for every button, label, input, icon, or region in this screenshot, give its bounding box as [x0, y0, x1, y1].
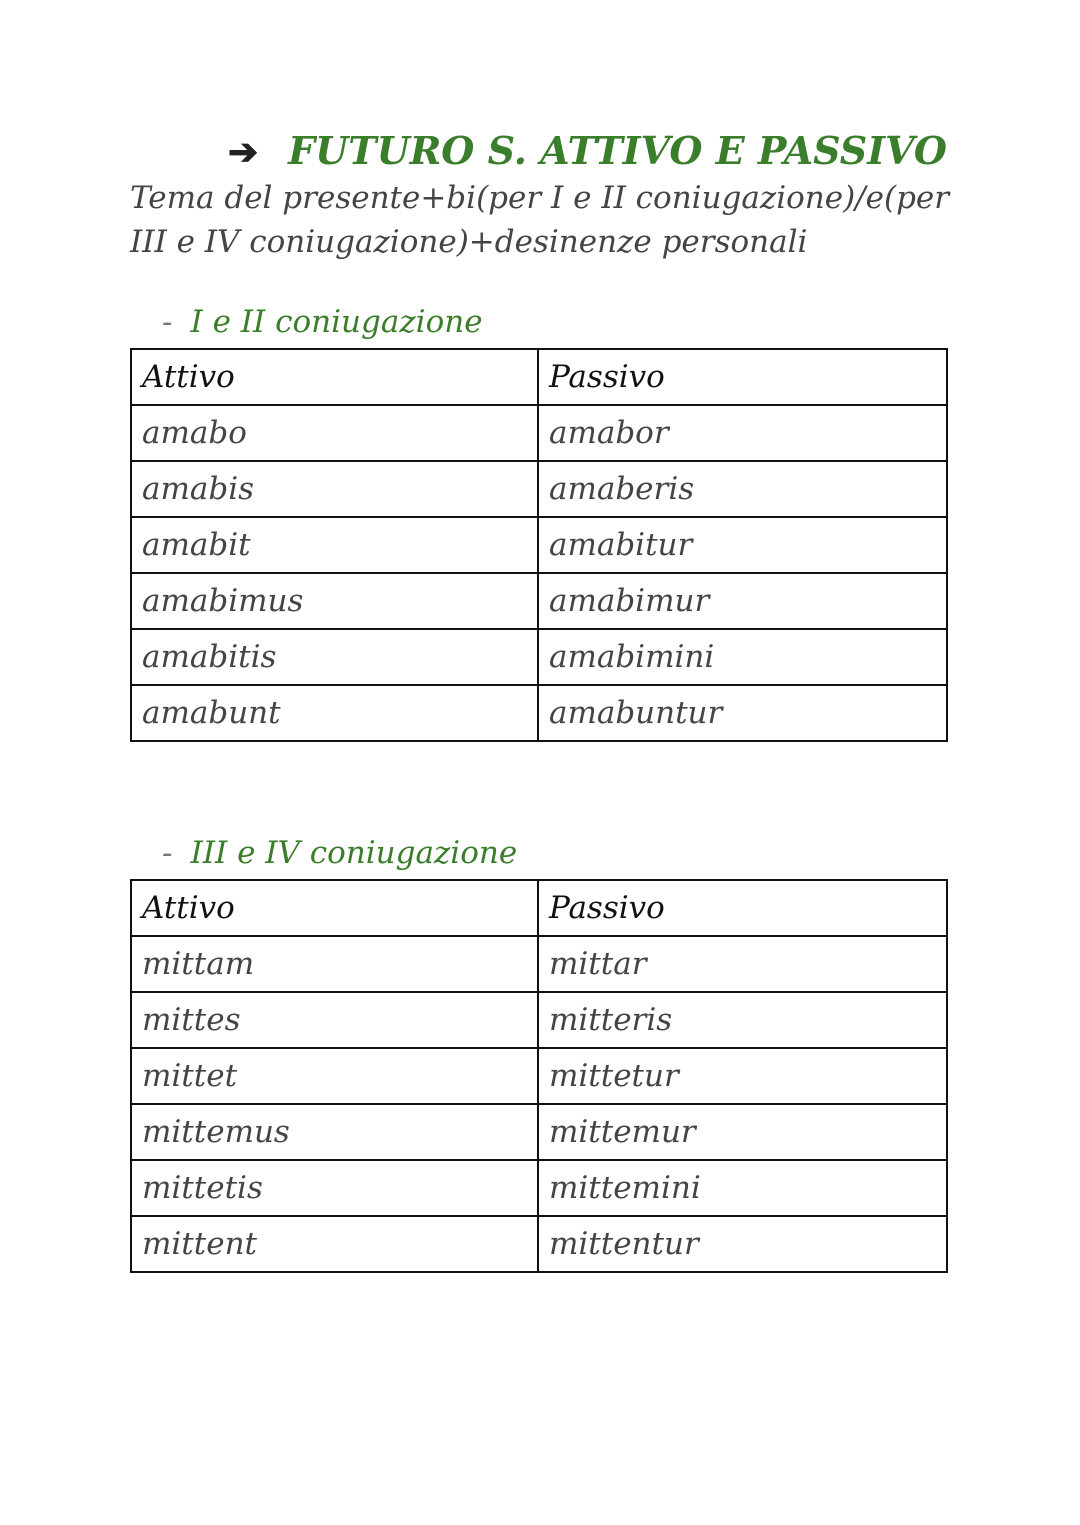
cell-passivo: mittetur [538, 1048, 947, 1104]
section-label-first [162, 304, 483, 340]
header-attivo: Attivo [131, 880, 538, 936]
table-row [131, 1160, 947, 1216]
table-row [131, 573, 947, 629]
cell-passivo: mittar [538, 936, 947, 992]
page-title [228, 128, 1008, 173]
cell-passivo: amabuntur [538, 685, 947, 741]
table-row [131, 405, 947, 461]
intro-paragraph: Tema del presente+bi(per I e II coniugazione)/e(per III e IV coniugazione)+desinenze personali [130, 180, 950, 260]
arrow-right-icon: ➔ [228, 131, 259, 173]
table-row [131, 992, 947, 1048]
section-label-text: III e IV coniugazione [190, 835, 518, 871]
table-row [131, 1048, 947, 1104]
conjugation-table-first [130, 348, 948, 742]
cell-passivo: mittemur [538, 1104, 947, 1160]
cell-passivo: amabor [538, 405, 947, 461]
table-header-row [131, 349, 947, 405]
cell-attivo: amabunt [131, 685, 538, 741]
table-row [131, 517, 947, 573]
table-row [131, 629, 947, 685]
cell-passivo: mittentur [538, 1216, 947, 1272]
cell-attivo: mittetis [131, 1160, 538, 1216]
conjugation-table-second [130, 879, 948, 1273]
cell-attivo: mittemus [131, 1104, 538, 1160]
section-label-second [162, 835, 517, 871]
header-passivo: Passivo [538, 880, 947, 936]
table-row [131, 936, 947, 992]
cell-attivo: mittam [131, 936, 538, 992]
cell-attivo: mittet [131, 1048, 538, 1104]
cell-attivo: amabimus [131, 573, 538, 629]
header-attivo: Attivo [131, 349, 538, 405]
cell-attivo: amabis [131, 461, 538, 517]
cell-attivo: mittent [131, 1216, 538, 1272]
table-row [131, 1216, 947, 1272]
bullet-dash: - [162, 835, 173, 871]
table-row [131, 1104, 947, 1160]
cell-passivo: amabimini [538, 629, 947, 685]
header-passivo: Passivo [538, 349, 947, 405]
cell-attivo: amabit [131, 517, 538, 573]
cell-passivo: mittemini [538, 1160, 947, 1216]
cell-passivo: amabitur [538, 517, 947, 573]
bullet-dash: - [162, 304, 173, 340]
cell-attivo: mittes [131, 992, 538, 1048]
table-row [131, 461, 947, 517]
cell-attivo: amabo [131, 405, 538, 461]
table-row [131, 685, 947, 741]
cell-passivo: mitteris [538, 992, 947, 1048]
table-header-row [131, 880, 947, 936]
cell-attivo: amabitis [131, 629, 538, 685]
cell-passivo: amaberis [538, 461, 947, 517]
section-label-text: I e II coniugazione [190, 304, 483, 340]
cell-passivo: amabimur [538, 573, 947, 629]
title-text: FUTURO S. ATTIVO E PASSIVO [288, 128, 947, 173]
